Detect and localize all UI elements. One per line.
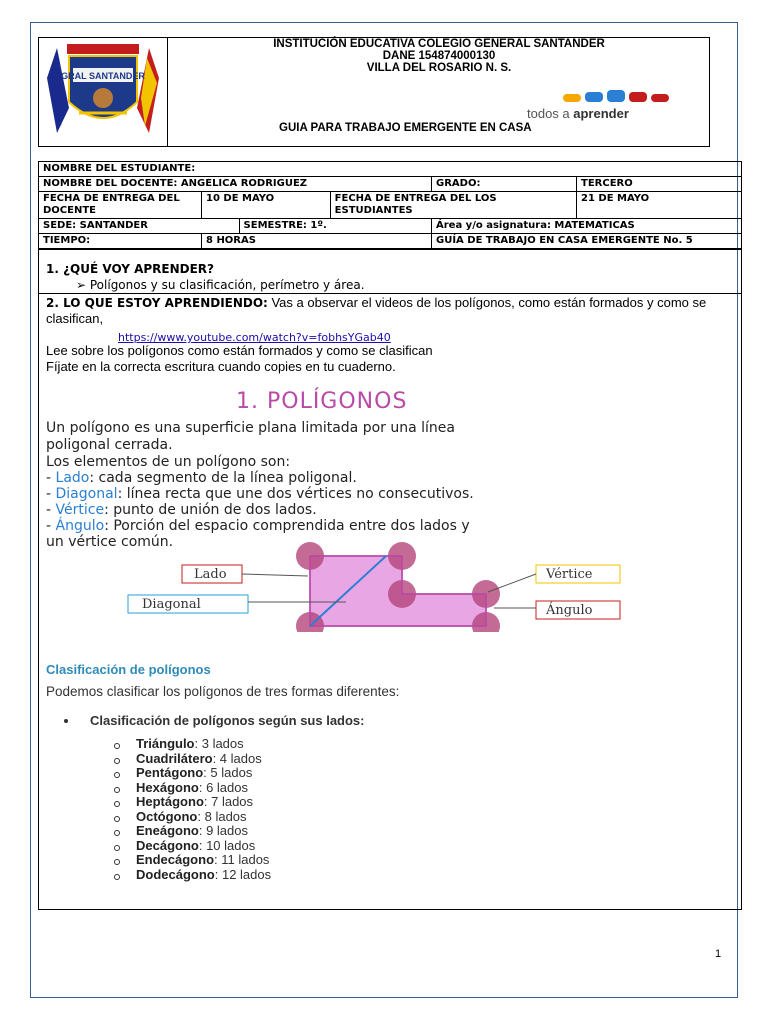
list-item: Dodecágono: 12 lados: [112, 868, 271, 883]
list-item: Eneágono: 9 lados: [112, 824, 271, 839]
svg-text:- Lado: cada segmento de la lí: - Lado: cada segmento de la línea poligonal.: [46, 470, 357, 486]
list-item: Decágono: 10 lados: [112, 839, 271, 854]
student-delivery-value: 21 DE MAYO: [577, 192, 742, 219]
svg-text:- Vértice: punto de unión de d: - Vértice: punto de unión de dos lados.: [46, 502, 317, 518]
polygon-types-list: [112, 737, 271, 882]
def-angulo: : Porción del espacio comprendida entre dos lados y: [104, 518, 470, 534]
school-logo: [39, 38, 168, 146]
semestre: SEMESTRE: 1º.: [239, 219, 431, 234]
polygons-illustration: [46, 378, 726, 632]
writing-instruction: Fíjate en la correcta escritura cuando copies en tu cuaderno.: [46, 359, 396, 374]
def-lado: : cada segmento de la línea poligonal.: [89, 470, 357, 486]
polygon-elements-intro: Los elementos de un polígono son:: [46, 454, 291, 470]
polygon-definition-line1: Un polígono es una superficie plana limitada por una línea: [46, 420, 455, 436]
teacher-name: NOMBRE DEL DOCENTE: ANGELICA RODRIGUEZ: [39, 177, 432, 192]
list-item: Cuadrilátero: 4 lados: [112, 752, 271, 767]
section1-title: 1. ¿QUÉ VOY APRENDER?: [46, 262, 215, 276]
section2-paragraph: [46, 295, 726, 327]
subject-area: Área y/o asignatura: MATEMATICAS: [432, 219, 742, 234]
term-lado: Lado: [55, 470, 90, 486]
label-lado: Lado: [194, 567, 227, 582]
svg-text:GRAL SANTANDER: GRAL SANTANDER: [61, 71, 145, 81]
list-item: Octógono: 8 lados: [112, 810, 271, 825]
svg-text:- Diagonal: línea recta que un: - Diagonal: línea recta que une dos vértices no consecutivos.: [46, 486, 474, 502]
section-divider: [38, 293, 742, 294]
classification-bullet-text: Clasificación de polígonos según sus lados:: [90, 713, 365, 728]
student-name-label: NOMBRE DEL ESTUDIANTE:: [39, 162, 742, 177]
youtube-video-link[interactable]: https://www.youtube.com/watch?v=fobhsYGab40: [118, 331, 391, 344]
grade-value: TERCERO: [577, 177, 742, 192]
dane-code: DANE 154874000130: [382, 50, 496, 62]
teacher-delivery-label: FECHA DE ENTREGA DEL DOCENTE: [39, 192, 202, 219]
page-number: 1: [715, 948, 722, 960]
time-value: 8 HORAS: [202, 234, 432, 249]
label-diagonal: Diagonal: [142, 597, 201, 612]
teacher-delivery-value: 10 DE MAYO: [202, 192, 331, 219]
institution-name: INSTITUCIÓN EDUCATIVA COLEGIO GENERAL SANTANDER: [273, 38, 605, 50]
time-label: TIEMPO:: [39, 234, 202, 249]
def-angulo-line2: un vértice común.: [46, 534, 174, 550]
grade-label: GRADO:: [432, 177, 577, 192]
list-item: Endecágono: 11 lados: [112, 853, 271, 868]
section1-item-text: Polígonos y su clasificación, perímetro y área.: [89, 278, 365, 292]
arrow-bullet-icon: ➢: [76, 278, 90, 292]
svg-text:- Ángulo: Porción del espacio: - Ángulo: Porción del espacio comprendida entre dos lados y: [46, 518, 470, 534]
student-delivery-label: FECHA DE ENTREGA DEL LOS ESTUDIANTES: [330, 192, 576, 219]
section2-text: Vas a observar el videos de los polígonos, como están formados y como se clasifican,: [46, 295, 707, 326]
polygons-heading: 1. POLÍGONOS: [236, 389, 408, 414]
def-vertice: : punto de unión de dos lados.: [104, 502, 317, 518]
list-item: Triángulo: 3 lados: [112, 737, 271, 752]
svg-text:todos a aprender: todos a aprender: [527, 106, 629, 121]
city: VILLA DEL ROSARIO N. S.: [366, 62, 512, 74]
classification-intro: Podemos clasificar los polígonos de tres formas diferentes:: [46, 684, 400, 699]
section2-title: 2. LO QUE ESTOY APRENDIENDO:: [46, 296, 268, 310]
institution-header: [167, 38, 711, 74]
guide-title: GUIA PARA TRABAJO EMERGENTE EN CASA: [279, 122, 532, 134]
list-item: Hexágono: 6 lados: [112, 781, 271, 796]
classification-title: Clasificación de polígonos: [46, 662, 211, 677]
def-diagonal: : línea recta que une dos vértices no consecutivos.: [117, 486, 474, 502]
student-info-table: [38, 161, 742, 249]
term-diagonal: Diagonal: [55, 486, 118, 502]
header-box: [38, 37, 710, 147]
reading-instruction: Lee sobre los polígonos como están formados y como se clasifican: [46, 343, 433, 358]
section1-item: [76, 278, 365, 292]
label-angulo: Ángulo: [546, 603, 593, 618]
guide-number: GUÍA DE TRABAJO EN CASA EMERGENTE No. 5: [432, 234, 742, 249]
classification-bullet: [66, 713, 365, 728]
l-shaped-polygon: [296, 542, 500, 632]
term-vertice: Vértice: [55, 502, 105, 518]
sede: SEDE: SANTANDER: [39, 219, 240, 234]
list-item: Heptágono: 7 lados: [112, 795, 271, 810]
bullet-dot-icon: [64, 719, 68, 723]
term-angulo: Ángulo: [55, 518, 105, 534]
list-item: Pentágono: 5 lados: [112, 766, 271, 781]
todos-a-aprender-logo: [525, 90, 705, 130]
polygon-definition-line2: poligonal cerrada.: [46, 437, 173, 453]
label-vertice: Vértice: [546, 567, 593, 582]
